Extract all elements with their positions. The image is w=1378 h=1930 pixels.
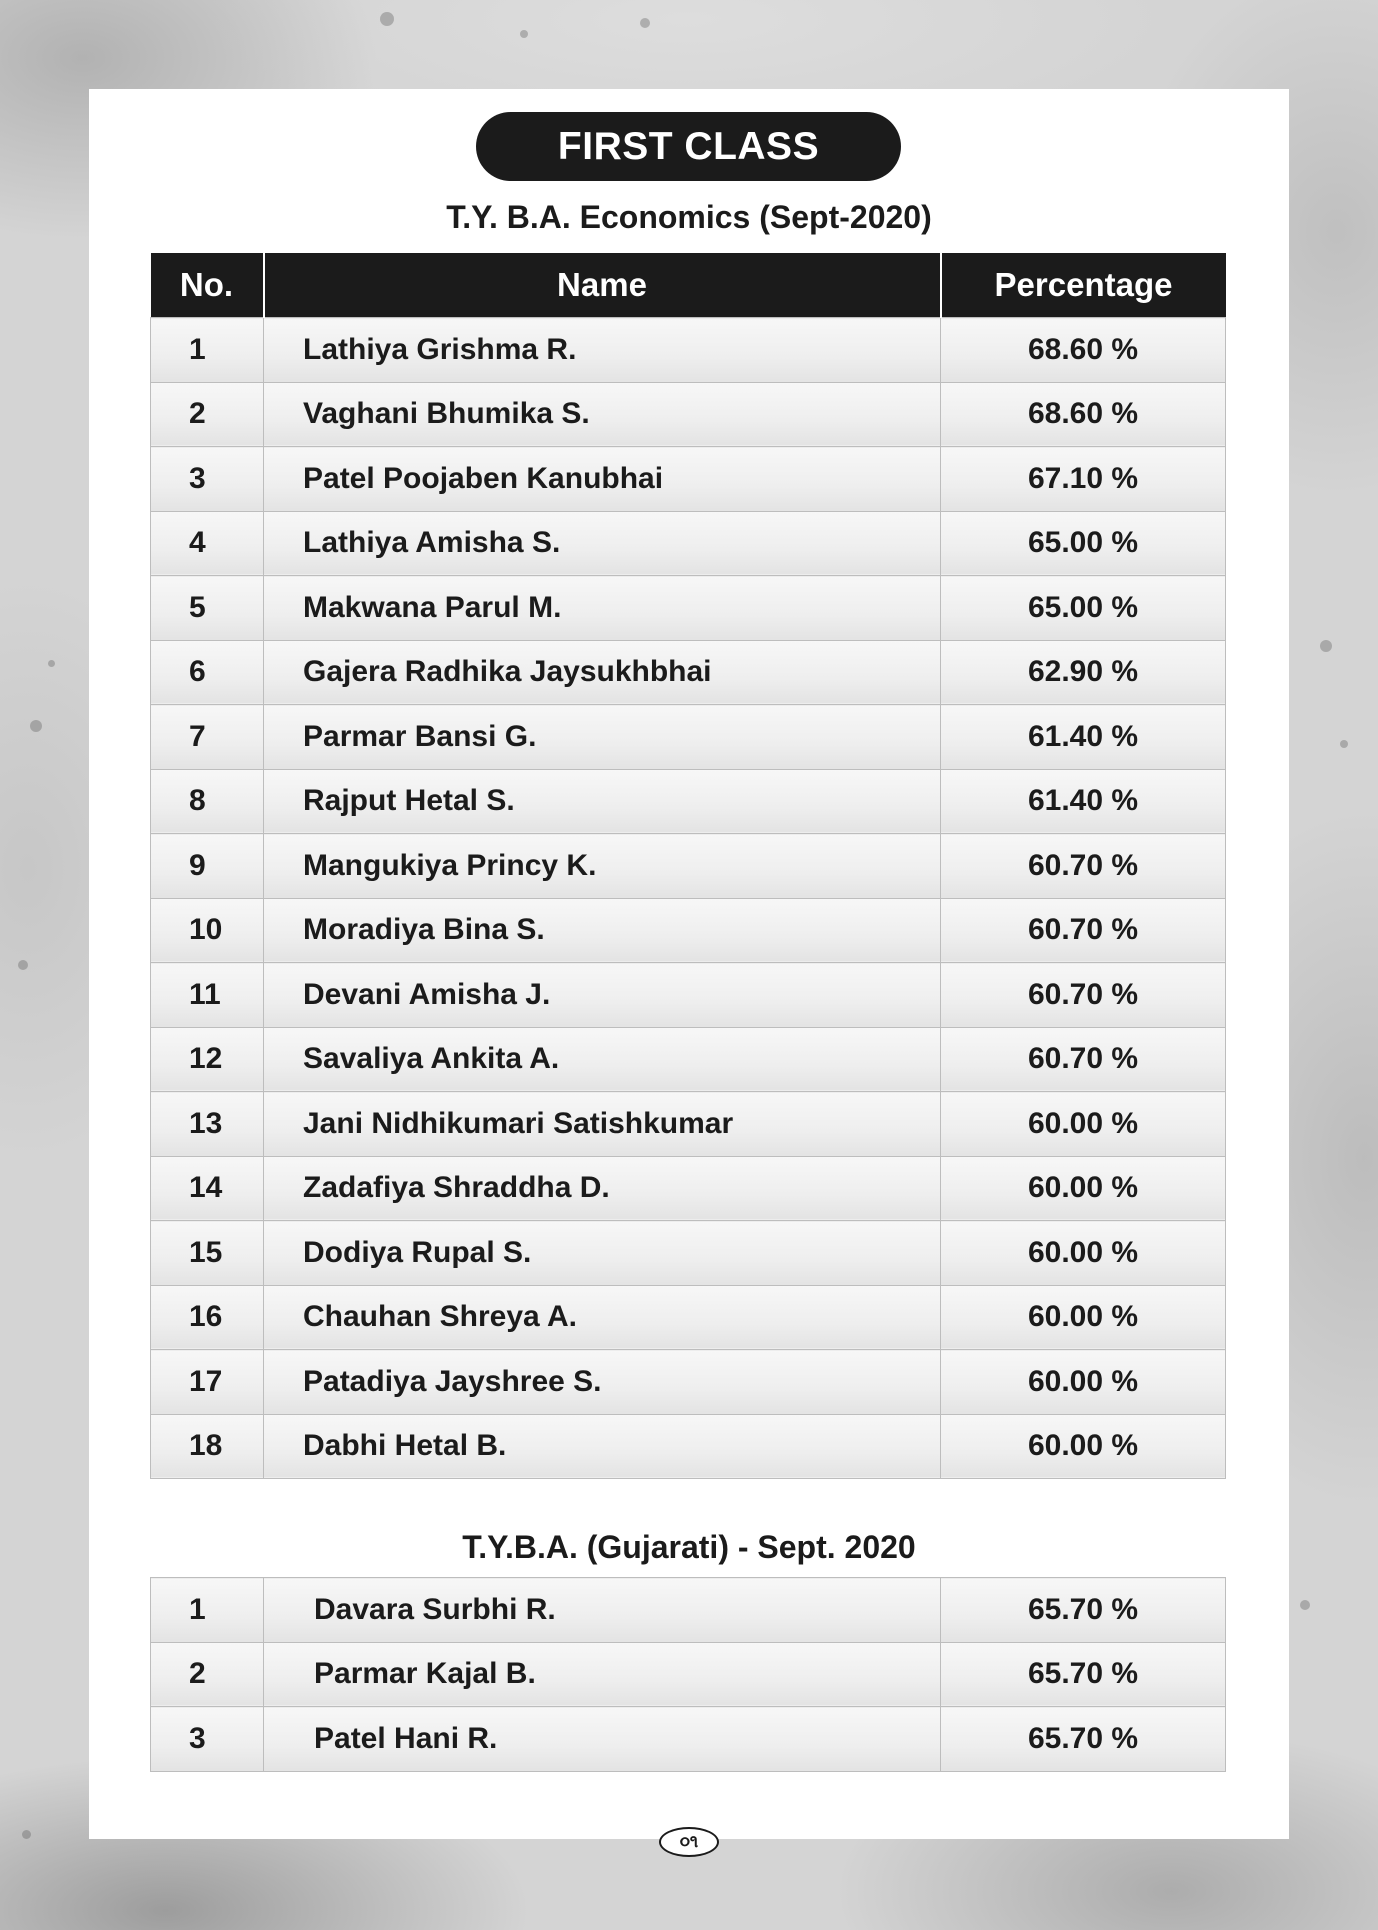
table-row (151, 1578, 1226, 1643)
student-name: Parmar Bansi G. (264, 705, 941, 770)
row-number: 2 (151, 1642, 264, 1707)
student-name: Patel Hani R. (264, 1707, 941, 1772)
table-row (151, 1350, 1226, 1415)
student-percentage: 65.70 % (941, 1642, 1226, 1707)
student-percentage: 65.70 % (941, 1707, 1226, 1772)
student-name: Lathiya Grishma R. (264, 318, 941, 383)
table-row (151, 963, 1226, 1028)
student-percentage: 60.70 % (941, 834, 1226, 899)
row-number: 5 (151, 576, 264, 641)
row-number: 7 (151, 705, 264, 770)
student-percentage: 60.70 % (941, 1027, 1226, 1092)
row-number: 15 (151, 1221, 264, 1286)
student-name: Lathiya Amisha S. (264, 511, 941, 576)
student-percentage: 65.00 % (941, 511, 1226, 576)
student-name: Zadafiya Shraddha D. (264, 1156, 941, 1221)
student-name: Mangukiya Princy K. (264, 834, 941, 899)
table-row (151, 318, 1226, 383)
document-page (89, 89, 1289, 1851)
table-row (151, 1414, 1226, 1479)
student-percentage: 60.70 % (941, 963, 1226, 1028)
student-name: Patel Poojaben Kanubhai (264, 447, 941, 512)
row-number: 10 (151, 898, 264, 963)
page-number: ૦૧ (659, 1827, 719, 1857)
row-number: 1 (151, 1578, 264, 1643)
ink-splash (1340, 740, 1348, 748)
student-percentage: 68.60 % (941, 382, 1226, 447)
ink-splash (1300, 1600, 1310, 1610)
row-number: 16 (151, 1285, 264, 1350)
first-class-heading: FIRST CLASS (476, 112, 901, 181)
row-number: 12 (151, 1027, 264, 1092)
student-percentage: 60.00 % (941, 1156, 1226, 1221)
header-name: Name (264, 253, 941, 318)
student-name: Devani Amisha J. (264, 963, 941, 1028)
table-row (151, 640, 1226, 705)
table-row (151, 1642, 1226, 1707)
student-name: Davara Surbhi R. (264, 1578, 941, 1643)
student-name: Rajput Hetal S. (264, 769, 941, 834)
table-row (151, 1221, 1226, 1286)
row-number: 3 (151, 447, 264, 512)
ink-splash (22, 1830, 31, 1839)
student-name: Moradiya Bina S. (264, 898, 941, 963)
student-name: Dabhi Hetal B. (264, 1414, 941, 1479)
gujarati-results-table (150, 1577, 1226, 1772)
table-row (151, 1156, 1226, 1221)
row-number: 13 (151, 1092, 264, 1157)
row-number: 14 (151, 1156, 264, 1221)
table-row (151, 511, 1226, 576)
ink-splash (380, 12, 394, 26)
student-percentage: 62.90 % (941, 640, 1226, 705)
row-number: 1 (151, 318, 264, 383)
ink-splash (48, 660, 55, 667)
economics-results-table (150, 253, 1226, 1479)
student-percentage: 65.00 % (941, 576, 1226, 641)
ink-splash (18, 960, 28, 970)
table-row (151, 769, 1226, 834)
ink-splash (520, 30, 528, 38)
student-name: Savaliya Ankita A. (264, 1027, 941, 1092)
student-percentage: 65.70 % (941, 1578, 1226, 1643)
table-header-row (151, 253, 1226, 318)
student-percentage: 60.00 % (941, 1285, 1226, 1350)
student-name: Dodiya Rupal S. (264, 1221, 941, 1286)
student-percentage: 60.70 % (941, 898, 1226, 963)
student-percentage: 67.10 % (941, 447, 1226, 512)
student-name: Parmar Kajal B. (264, 1642, 941, 1707)
ink-splash (1320, 640, 1332, 652)
table-row (151, 447, 1226, 512)
header-percentage: Percentage (941, 253, 1226, 318)
student-name: Patadiya Jayshree S. (264, 1350, 941, 1415)
table-row (151, 705, 1226, 770)
row-number: 2 (151, 382, 264, 447)
table-row (151, 1285, 1226, 1350)
row-number: 6 (151, 640, 264, 705)
row-number: 18 (151, 1414, 264, 1479)
table-row (151, 576, 1226, 641)
student-name: Vaghani Bhumika S. (264, 382, 941, 447)
student-percentage: 60.00 % (941, 1092, 1226, 1157)
ink-splash (30, 720, 42, 732)
row-number: 17 (151, 1350, 264, 1415)
gujarati-section-title: T.Y.B.A. (Gujarati) - Sept. 2020 (462, 1529, 916, 1565)
row-number: 9 (151, 834, 264, 899)
table-row (151, 382, 1226, 447)
student-name: Jani Nidhikumari Satishkumar (264, 1092, 941, 1157)
row-number: 8 (151, 769, 264, 834)
student-name: Makwana Parul M. (264, 576, 941, 641)
table-row (151, 1027, 1226, 1092)
economics-section-title: T.Y. B.A. Economics (Sept-2020) (446, 199, 932, 235)
table-row (151, 1707, 1226, 1772)
ink-splash (640, 18, 650, 28)
table-row (151, 834, 1226, 899)
row-number: 11 (151, 963, 264, 1028)
student-percentage: 61.40 % (941, 769, 1226, 834)
table-row (151, 1092, 1226, 1157)
student-name: Gajera Radhika Jaysukhbhai (264, 640, 941, 705)
table-row (151, 898, 1226, 963)
row-number: 4 (151, 511, 264, 576)
student-name: Chauhan Shreya A. (264, 1285, 941, 1350)
student-percentage: 61.40 % (941, 705, 1226, 770)
student-percentage: 68.60 % (941, 318, 1226, 383)
header-no: No. (151, 253, 264, 318)
student-percentage: 60.00 % (941, 1350, 1226, 1415)
row-number: 3 (151, 1707, 264, 1772)
student-percentage: 60.00 % (941, 1414, 1226, 1479)
student-percentage: 60.00 % (941, 1221, 1226, 1286)
